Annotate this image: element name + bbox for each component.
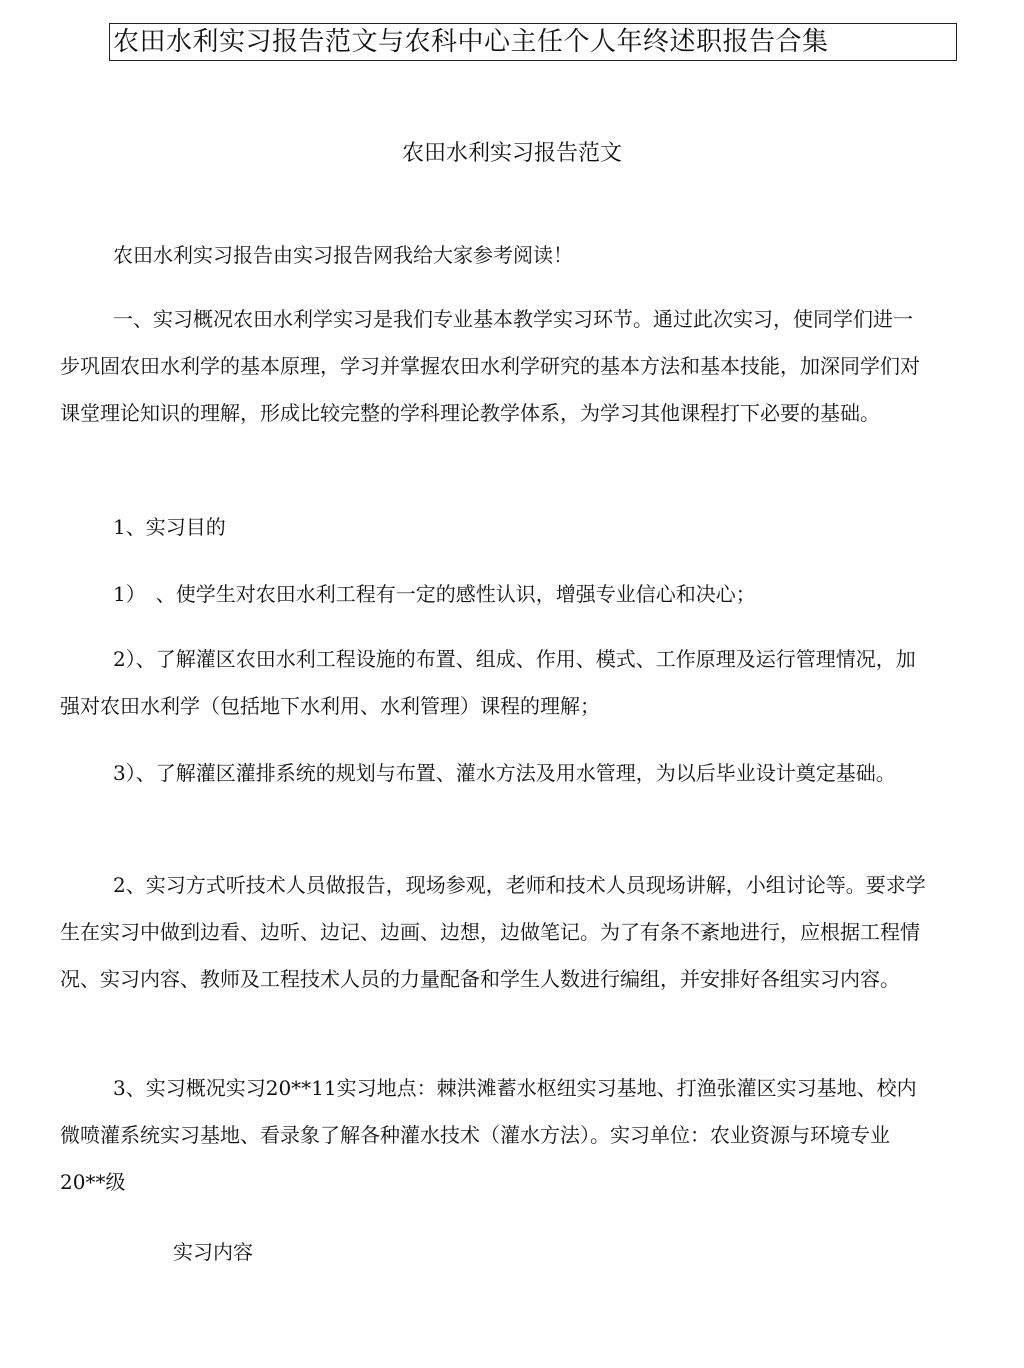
objective-item-3: 3）、了解灌区灌排系统的规划与布置、灌水方法及用水管理，为以后毕业设计奠定基础。 bbox=[113, 761, 896, 785]
document-header-box bbox=[109, 23, 957, 61]
overview-paragraph: 一、实习概况农田水利学实习是我们专业基本教学实习环节。通过此次实习，使同学们进一步巩固农田水利学的基本原理，学习并掌握农田水利学研究的基本方法和基本技能，加深同学们对课堂理论知识的理解，形成比较完整的学科理论教学体系，为学习其他课程打下必要的基础。 bbox=[60, 307, 920, 425]
objective-item-2: 2）、了解灌区农田水利工程设施的布置、组成、作用、模式、工作原理及运行管理情况，加强对农田水利学（包括地下水利用、水利管理）课程的理解； bbox=[60, 647, 916, 718]
method-paragraph: 2、实习方式听技术人员做报告，现场参观，老师和技术人员现场讲解，小组讨论等。要求学生在实习中做到边看、边听、边记、边画、边想，边做笔记。为了有条不紊地进行，应根据工程情况、实习内容、教师及工程技术人员的力量配备和学生人数进行编组，并安排好各组实习内容。 bbox=[60, 873, 926, 991]
intro-paragraph: 农田水利实习报告由实习报告网我给大家参考阅读！ bbox=[113, 243, 573, 267]
objective-heading: 1、实习目的 bbox=[113, 515, 226, 539]
objective-item-1: 1） 、使学生对农田水利工程有一定的感性认识，增强专业信心和决心； bbox=[113, 582, 756, 606]
document-title: 农田水利实习报告范文 bbox=[401, 141, 622, 166]
summary-paragraph: 3、实习概况实习20**11实习地点：棘洪滩蓄水枢纽实习基地、打渔张灌区实习基地、校内微喷灌系统实习基地、看录象了解各种灌水技术（灌水方法）。实习单位：农业资源与环境专业20**级 bbox=[60, 1076, 917, 1194]
section-heading: 实习内容 bbox=[173, 1240, 253, 1264]
document-header-title: 农田水利实习报告范文与农科中心主任个人年终述职报告合集 bbox=[113, 27, 829, 57]
